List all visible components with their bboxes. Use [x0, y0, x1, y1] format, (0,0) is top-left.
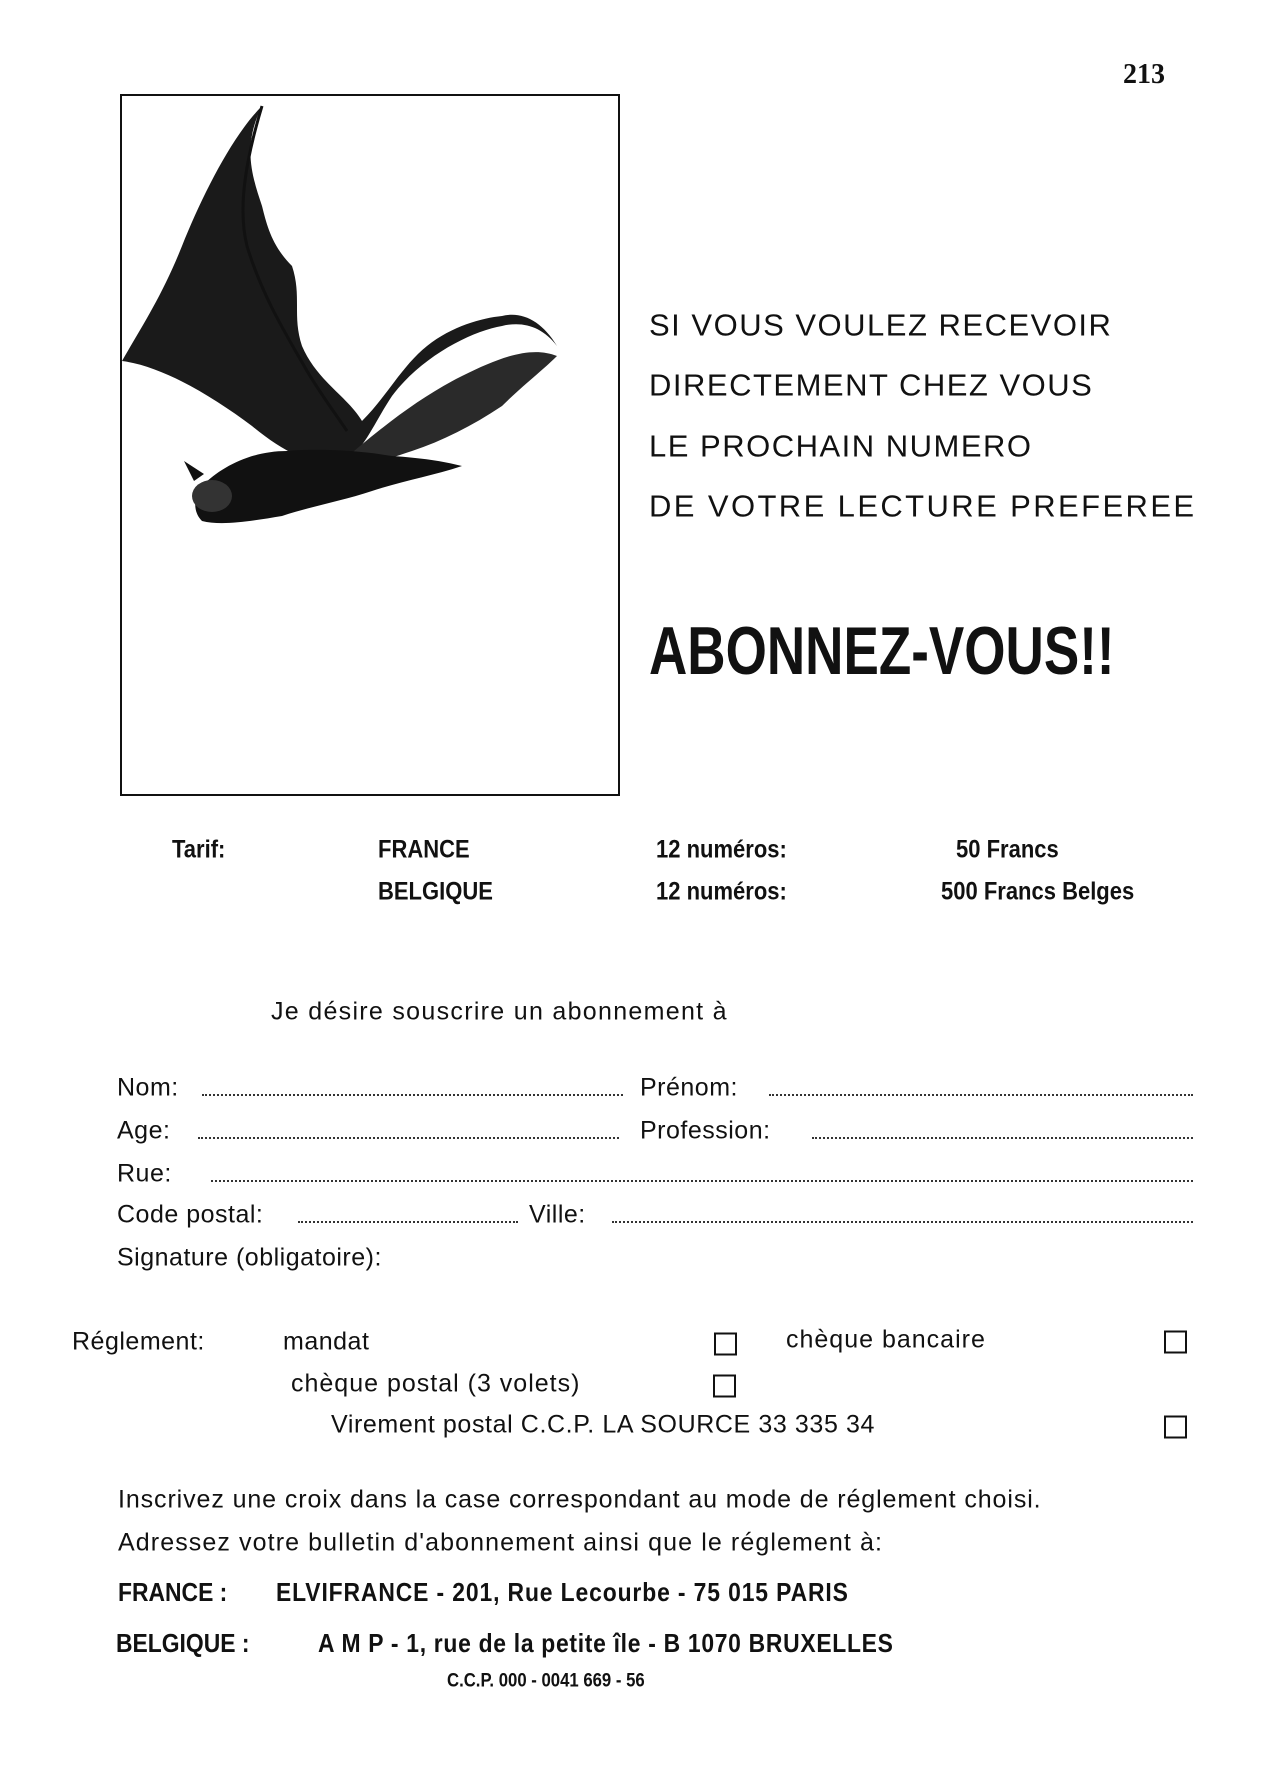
tarif-label [172, 835, 233, 864]
ville-field[interactable] [612, 1221, 1193, 1223]
instruction-line-2: Adressez votre bulletin d'abonnement ainsi que le réglement à: [118, 1528, 884, 1557]
code-postal-label: Code postal: [117, 1200, 264, 1229]
payment-label: Réglement: [72, 1327, 205, 1356]
belgique-address-label [116, 1630, 268, 1656]
tarif-country-france [378, 835, 482, 864]
cheque-bancaire-label: chèque bancaire [786, 1325, 986, 1354]
tarif-price-belgique [941, 877, 1161, 906]
virement-checkbox[interactable] [1164, 1416, 1187, 1439]
nom-label: Nom: [117, 1073, 179, 1102]
tarif-price-text: 50 Francs [956, 835, 1059, 864]
headline-line-2: DIRECTEMENT CHEZ VOUS [649, 367, 1094, 403]
belgique-address-label-text: BELGIQUE : [116, 1628, 250, 1658]
tarif-issues-text: 12 numéros: [656, 877, 787, 906]
prenom-label: Prénom: [640, 1073, 738, 1102]
tarif-country-text: BELGIQUE [378, 877, 493, 906]
nom-field[interactable] [202, 1094, 623, 1096]
ville-label: Ville: [529, 1200, 586, 1229]
profession-label: Profession: [640, 1116, 771, 1145]
mandat-checkbox[interactable] [714, 1333, 737, 1356]
profession-field[interactable] [812, 1137, 1193, 1139]
mandat-label: mandat [283, 1327, 370, 1356]
ccp-number [447, 1672, 672, 1691]
tarif-issues-text: 12 numéros: [656, 835, 787, 864]
rue-field[interactable] [211, 1180, 1193, 1182]
call-to-action-text: ABONNEZ-VOUS!! [649, 613, 1115, 689]
code-postal-field[interactable] [298, 1221, 518, 1223]
age-field[interactable] [198, 1137, 619, 1139]
france-address-text: ELVIFRANCE - 201, Rue Lecourbe - 75 015 PARIS [276, 1577, 849, 1607]
tarif-price-text: 500 Francs Belges [941, 877, 1135, 906]
tarif-issues-belgique [656, 877, 805, 906]
tarif-country-text: FRANCE [378, 835, 470, 864]
france-address-label-text: FRANCE : [118, 1577, 228, 1607]
illustration-frame [120, 94, 620, 796]
tarif-label-text: Tarif: [172, 835, 226, 864]
age-label: Age: [117, 1116, 171, 1145]
headline-line-4: DE VOTRE LECTURE PREFEREE [649, 488, 1197, 524]
call-to-action [649, 613, 1246, 689]
cheque-postal-label: chèque postal (3 volets) [291, 1369, 581, 1398]
rue-label: Rue: [117, 1159, 172, 1188]
prenom-field[interactable] [769, 1094, 1193, 1096]
belgique-address [318, 1630, 972, 1656]
virement-label: Virement postal C.C.P. LA SOURCE 33 335 34 [331, 1410, 875, 1439]
headline-line-3: LE PROCHAIN NUMERO [649, 428, 1033, 464]
bat-illustration [122, 96, 618, 794]
page-number: 213 [1123, 59, 1165, 90]
tarif-price-france [956, 835, 1073, 864]
instruction-line-1: Inscrivez une croix dans la case correspondant au mode de réglement choisi. [118, 1485, 1042, 1514]
france-address-label [118, 1579, 242, 1605]
belgique-address-text: A M P - 1, rue de la petite île - B 1070 BRUXELLES [318, 1628, 894, 1658]
cheque-bancaire-checkbox[interactable] [1164, 1331, 1187, 1354]
france-address [276, 1579, 927, 1605]
tarif-issues-france [656, 835, 805, 864]
headline-line-1: SI VOUS VOULEZ RECEVOIR [649, 307, 1113, 343]
tarif-country-belgique [378, 877, 509, 906]
form-intro: Je désire souscrire un abonnement à [271, 997, 728, 1026]
signature-label: Signature (obligatoire): [117, 1243, 382, 1272]
cheque-postal-checkbox[interactable] [713, 1375, 736, 1398]
ccp-number-text: C.C.P. 000 - 0041 669 - 56 [447, 1670, 645, 1692]
